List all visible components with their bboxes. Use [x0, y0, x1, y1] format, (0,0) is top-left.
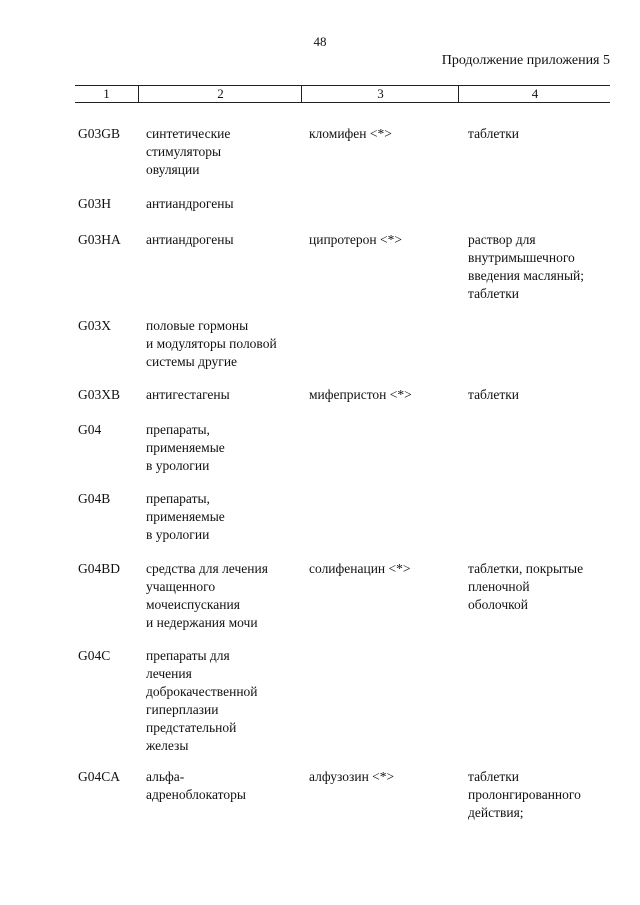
pharmacological-group: антиандрогены — [146, 196, 234, 211]
atc-code: G04CA — [78, 769, 121, 784]
pharmacological-group: половые гормоны и модуляторы половой системы другие — [146, 318, 277, 369]
atc-code: G03HA — [78, 232, 121, 247]
drug-name: ципротерон <*> — [309, 232, 402, 247]
dosage-form: раствор для внутримышечного введения масляный; таблетки — [468, 232, 585, 301]
dosage-form: таблетки пролонгированного действия; — [468, 769, 581, 820]
atc-code: G03X — [78, 318, 111, 333]
pharmacological-group: препараты, применяемые в урологии — [146, 491, 225, 542]
dosage-form: таблетки, покрытые пленочной оболочкой — [468, 561, 584, 612]
header-cell-2: 2 — [138, 86, 302, 102]
page-number: 48 — [313, 34, 327, 49]
drug-name: кломифен <*> — [309, 126, 392, 141]
atc-code: G04BD — [78, 561, 121, 576]
continuation-heading: Продолжение приложения 5 — [441, 53, 610, 68]
drug-name: алфузозин <*> — [309, 769, 395, 784]
atc-code: G03H — [78, 196, 111, 211]
pharmacological-group: синтетические стимуляторы овуляции — [146, 126, 231, 177]
pharmacological-group: антиандрогены — [146, 232, 234, 247]
drug-name: солифенацин <*> — [309, 561, 411, 576]
header-cell-4: 4 — [458, 86, 611, 102]
atc-code: G03GB — [78, 126, 121, 141]
atc-code: G04B — [78, 491, 111, 506]
pharmacological-group: средства для лечения учащенного мочеиспускания и недержания мочи — [146, 561, 268, 630]
atc-code: G03XB — [78, 387, 121, 402]
pharmacological-group: препараты для лечения доброкачественной гиперплазии предстательной железы — [146, 648, 258, 753]
pharmacological-group: антигестагены — [146, 387, 230, 402]
pharmacological-group: препараты, применяемые в урологии — [146, 422, 225, 473]
atc-code: G04 — [78, 422, 102, 437]
drug-name: мифепристон <*> — [309, 387, 412, 402]
pharmacological-group: альфа- адреноблокаторы — [146, 769, 246, 802]
header-cell-1: 1 — [103, 86, 110, 101]
table-header-row — [75, 85, 610, 103]
dosage-form: таблетки — [468, 387, 520, 402]
dosage-form: таблетки — [468, 126, 520, 141]
header-cell-3: 3 — [301, 86, 459, 102]
atc-code: G04C — [78, 648, 111, 663]
